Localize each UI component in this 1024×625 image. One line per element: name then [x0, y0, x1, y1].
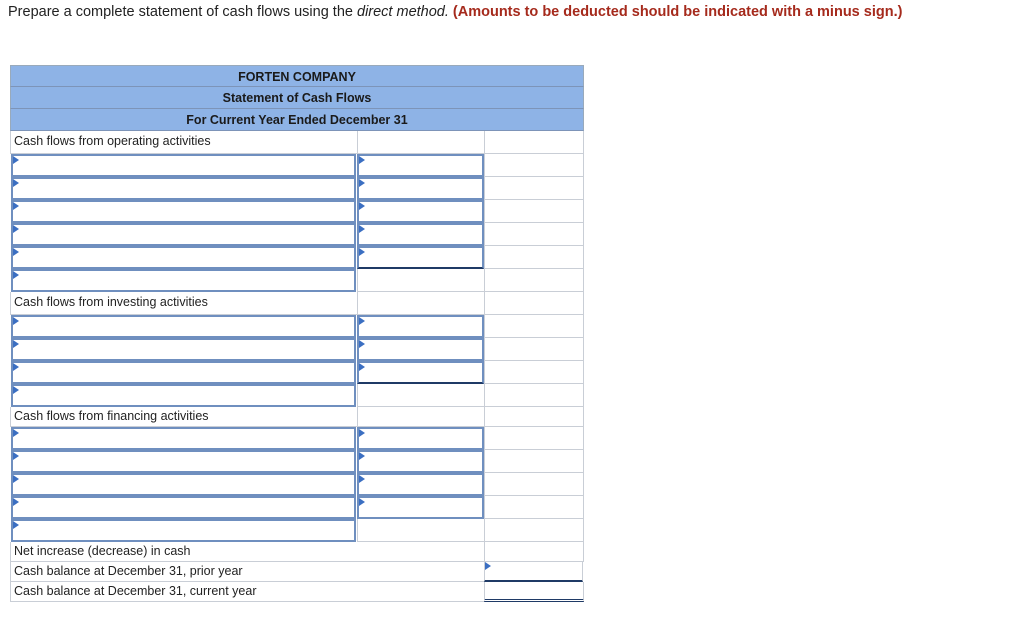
empty-cell: [484, 154, 584, 177]
investing-total-row: [10, 384, 584, 407]
instruction-lead: Prepare a complete statement of cash flows using the: [8, 4, 353, 20]
dropdown-flag-icon: [13, 179, 19, 187]
empty-cell: [484, 450, 584, 473]
operating-entry-row: [10, 223, 584, 246]
empty-cell: [357, 384, 484, 407]
dropdown-flag-icon: [359, 363, 365, 371]
dropdown-flag-icon: [13, 156, 19, 164]
dropdown-flag-icon: [13, 340, 19, 348]
prior-balance-label: Cash balance at December 31, prior year: [10, 562, 357, 582]
dropdown-flag-icon: [359, 248, 365, 256]
empty-cell: [357, 292, 484, 315]
dropdown-flag-icon: [13, 202, 19, 210]
dropdown-flag-icon: [13, 498, 19, 506]
financing-description-input[interactable]: [11, 450, 356, 473]
net-change-label: Net increase (decrease) in cash: [10, 542, 357, 562]
empty-cell: [484, 427, 584, 450]
dropdown-flag-icon: [13, 452, 19, 460]
investing-description-input[interactable]: [11, 315, 356, 338]
operating-total-row: [10, 269, 584, 292]
dropdown-flag-icon: [13, 386, 19, 394]
dropdown-flag-icon: [359, 202, 365, 210]
financing-total-label-input[interactable]: [11, 519, 356, 542]
empty-cell: [357, 519, 484, 542]
empty-cell: [484, 315, 584, 338]
empty-cell: [484, 131, 584, 154]
operating-description-input[interactable]: [11, 177, 356, 200]
operating-entry-row: [10, 200, 584, 223]
operating-total-label-input[interactable]: [11, 269, 356, 292]
section-label-financing: Cash flows from financing activities: [10, 407, 357, 427]
operating-total-cell[interactable]: [484, 269, 584, 292]
dropdown-flag-icon: [13, 225, 19, 233]
dropdown-flag-icon: [359, 156, 365, 164]
empty-cell: [484, 338, 584, 361]
investing-amount-input[interactable]: [357, 361, 484, 384]
net-change-cell[interactable]: [484, 542, 584, 562]
dropdown-flag-icon: [359, 317, 365, 325]
dropdown-flag-icon: [359, 452, 365, 460]
dropdown-flag-icon: [13, 363, 19, 371]
dropdown-flag-icon: [13, 429, 19, 437]
section-label-operating: Cash flows from operating activities: [10, 131, 357, 154]
current-balance-cell[interactable]: [484, 582, 584, 602]
cash-flow-worksheet: [10, 65, 584, 602]
investing-entry-row: [10, 315, 584, 338]
operating-entry-row: [10, 177, 584, 200]
dropdown-flag-icon: [359, 498, 365, 506]
dropdown-flag-icon: [359, 475, 365, 483]
financing-amount-input[interactable]: [357, 473, 484, 496]
instruction-note: (Amounts to be deducted should be indicated with a minus sign.): [452, 4, 903, 20]
empty-cell: [484, 223, 584, 246]
financing-entry-row: [10, 473, 584, 496]
investing-description-input[interactable]: [11, 338, 356, 361]
empty-cell: [484, 200, 584, 223]
financing-total-cell[interactable]: [484, 519, 584, 542]
empty-cell: [484, 246, 584, 269]
operating-entry-row: [10, 154, 584, 177]
instructions: [8, 3, 968, 21]
empty-cell: [484, 292, 584, 315]
operating-amount-input[interactable]: [357, 200, 484, 223]
dropdown-flag-icon: [13, 521, 19, 529]
investing-total-label-input[interactable]: [11, 384, 356, 407]
financing-amount-input[interactable]: [357, 496, 484, 519]
prior-balance-input[interactable]: [484, 562, 583, 582]
operating-description-input[interactable]: [11, 154, 356, 177]
financing-entry-row: [10, 427, 584, 450]
investing-total-cell[interactable]: [484, 384, 584, 407]
instruction-method: direct method.: [357, 4, 449, 20]
empty-cell: [484, 496, 584, 519]
section-row-investing: [10, 292, 584, 315]
dropdown-flag-icon: [13, 317, 19, 325]
financing-description-input[interactable]: [11, 427, 356, 450]
empty-cell: [357, 562, 484, 582]
statement-title: Statement of Cash Flows: [10, 87, 584, 109]
dropdown-flag-icon: [13, 475, 19, 483]
current-balance-label: Cash balance at December 31, current year: [10, 582, 357, 602]
empty-cell: [357, 407, 484, 427]
financing-entry-row: [10, 450, 584, 473]
empty-cell: [484, 407, 584, 427]
dropdown-flag-icon: [359, 225, 365, 233]
statement-period: For Current Year Ended December 31: [10, 109, 584, 131]
financing-description-input[interactable]: [11, 496, 356, 519]
empty-cell: [484, 177, 584, 200]
financing-total-row: [10, 519, 584, 542]
dropdown-flag-icon: [13, 248, 19, 256]
dropdown-flag-icon: [485, 562, 491, 570]
operating-amount-input[interactable]: [357, 223, 484, 246]
dropdown-flag-icon: [359, 340, 365, 348]
current-balance-row: [10, 582, 584, 602]
investing-amount-input[interactable]: [357, 315, 484, 338]
prior-balance-row: [10, 562, 584, 582]
empty-cell: [357, 542, 484, 562]
empty-cell: [484, 361, 584, 384]
operating-description-input[interactable]: [11, 246, 356, 269]
financing-amount-input[interactable]: [357, 427, 484, 450]
net-change-row: [10, 542, 584, 562]
dropdown-flag-icon: [359, 429, 365, 437]
operating-amount-input[interactable]: [357, 246, 484, 269]
investing-description-input[interactable]: [11, 361, 356, 384]
empty-cell: [357, 582, 484, 602]
empty-cell: [357, 269, 484, 292]
empty-cell: [357, 131, 484, 154]
dropdown-flag-icon: [359, 179, 365, 187]
operating-amount-input[interactable]: [357, 177, 484, 200]
financing-amount-input[interactable]: [357, 450, 484, 473]
section-label-investing: Cash flows from investing activities: [10, 292, 357, 315]
financing-description-input[interactable]: [11, 473, 356, 496]
financing-entry-row: [10, 496, 584, 519]
section-row-operating: [10, 131, 584, 154]
investing-entry-row: [10, 361, 584, 384]
dropdown-flag-icon: [13, 271, 19, 279]
empty-cell: [484, 473, 584, 496]
company-name: FORTEN COMPANY: [10, 65, 584, 87]
operating-description-input[interactable]: [11, 200, 356, 223]
section-row-financing: [10, 407, 584, 427]
investing-amount-input[interactable]: [357, 338, 484, 361]
operating-amount-input[interactable]: [357, 154, 484, 177]
operating-entry-row: [10, 246, 584, 269]
investing-entry-row: [10, 338, 584, 361]
operating-description-input[interactable]: [11, 223, 356, 246]
